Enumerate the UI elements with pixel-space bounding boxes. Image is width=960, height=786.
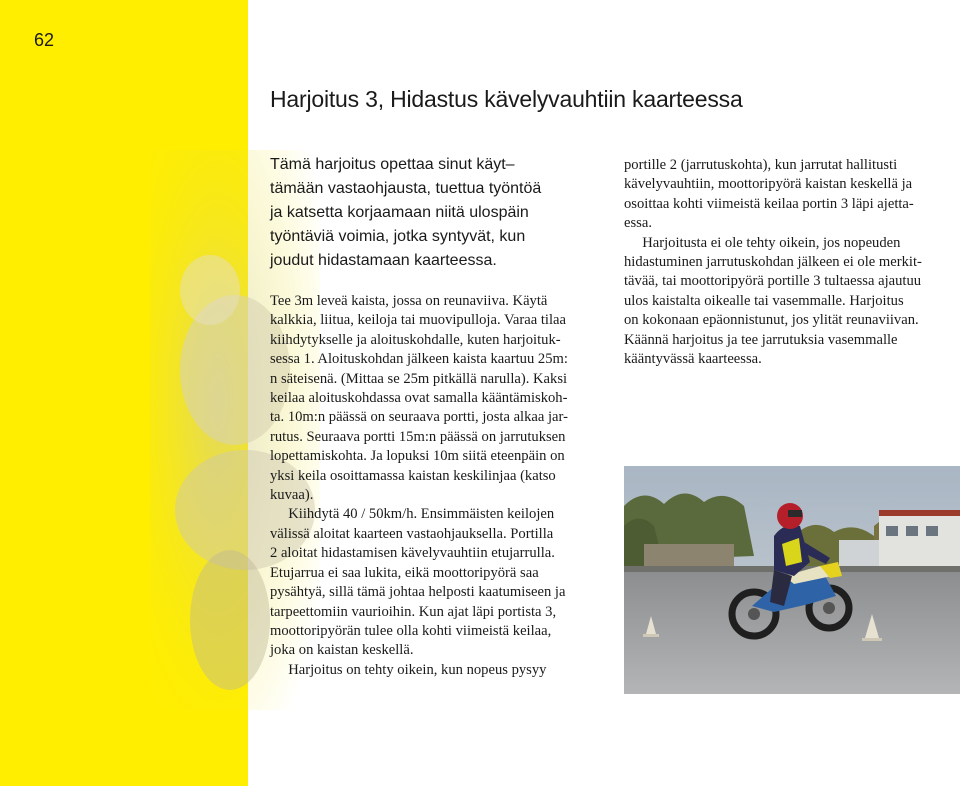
body-line: Harjoitusta ei ole tehty oikein, jos nopeuden [624, 234, 901, 251]
intro-line: ja katsetta korjaamaan niitä ulospäin [270, 204, 529, 221]
body-line: tarpeettomiin vaurioihin. Kun ajat läpi portista 3, [270, 603, 557, 620]
body-line: hidastuminen jarrutuskohdan jälkeen ei ole merkit- [624, 254, 922, 271]
body-line: rutus. Seuraava portti 15m:n päässä on jarrutuksen [270, 428, 566, 445]
body-line: portille 2 (jarrutuskohta), kun jarrutat hallitusti [624, 157, 898, 173]
intro-line: työntäviä voimia, jotka syntyvät, kun [270, 228, 526, 245]
body-line: kuvaa). [270, 487, 314, 504]
body-line: yksi keila osoittamassa kaistan keskilinjaa (katso [270, 467, 556, 484]
body-line: sessa 1. Aloituskohdan jälkeen kaista kaartuu 25m: [270, 351, 568, 368]
body-line: tävää, tai moottoripyörä portille 3 tultaessa ajautuu [624, 273, 922, 290]
body-line: kääntyvässä kaarteessa. [624, 351, 762, 368]
intro-paragraph [270, 153, 600, 273]
body-line: Etujarrua ei saa lukita, eikä moottoripyörä saa [270, 564, 539, 581]
right-body-column [624, 156, 954, 369]
body-line: keilaa aloituskohdassa ovat samalla kääntämiskoh- [270, 390, 568, 407]
body-line: kiihdytykselle ja aloituskohdalle, kuten harjoituk- [270, 331, 561, 348]
body-line: välissä aloitat kaarteen vastaohjauksella. Portilla [270, 525, 554, 542]
body-line: n säteisenä. (Mittaa se 25m pitkällä narulla). Kaksi [270, 370, 568, 387]
page-title: Harjoitus 3, Hidastus kävelyvauhtiin kaarteessa [270, 86, 743, 112]
body-line: ta. 10m:n päässä on seuraava portti, josta alkaa jar- [270, 409, 568, 426]
left-body-column [270, 292, 610, 680]
body-line: Käännä harjoitus ja tee jarrutuksia vasemmalle [624, 331, 898, 348]
body-line: Tee 3m leveä kaista, jossa on reunaviiva. Käytä [270, 293, 548, 309]
body-line: joka on kaistan keskellä. [270, 642, 414, 659]
body-line: lopettamiskohta. Ja lopuksi 10m siitä eteenpäin on [270, 448, 565, 465]
body-line: 2 aloitat hidastamisen kävelyvauhtiin etujarrulla. [270, 545, 555, 562]
page-number: 62 [34, 30, 55, 50]
body-line: essa. [624, 215, 652, 232]
body-line: osoittaa kohti viimeistä keilaa portin 3 läpi ajetta- [624, 195, 914, 212]
body-line: Harjoitus on tehty oikein, kun nopeus pysyy [270, 661, 547, 678]
intro-line: joudut hidastamaan kaarteessa. [270, 252, 497, 269]
body-line: pysähtyä, sillä tämä johtaa helposti kaatumiseen ja [270, 584, 566, 601]
motorcycle-exercise-photo [624, 466, 960, 694]
body-line: moottoripyörän tulee olla kohti viimeistä keilaa, [270, 622, 552, 639]
intro-line: tämään vastaohjausta, tuettua työntöä [270, 180, 542, 197]
body-line: kävelyvauhtiin, moottoripyörä kaistan keskellä ja [624, 176, 913, 193]
intro-line: Tämä harjoitus opettaa sinut käyt– [270, 156, 515, 173]
body-line: kalkkia, liitua, keiloja tai muovipulloja. Varaa tilaa [270, 312, 566, 329]
body-line: on kokonaan epäonnistunut, jos ylität reunaviivan. [624, 312, 919, 329]
body-line: Kiihdytä 40 / 50km/h. Ensimmäisten keilojen [270, 506, 555, 523]
body-line: ulos kaistalta oikealle tai vasemmalle. Harjoitus [624, 292, 904, 309]
